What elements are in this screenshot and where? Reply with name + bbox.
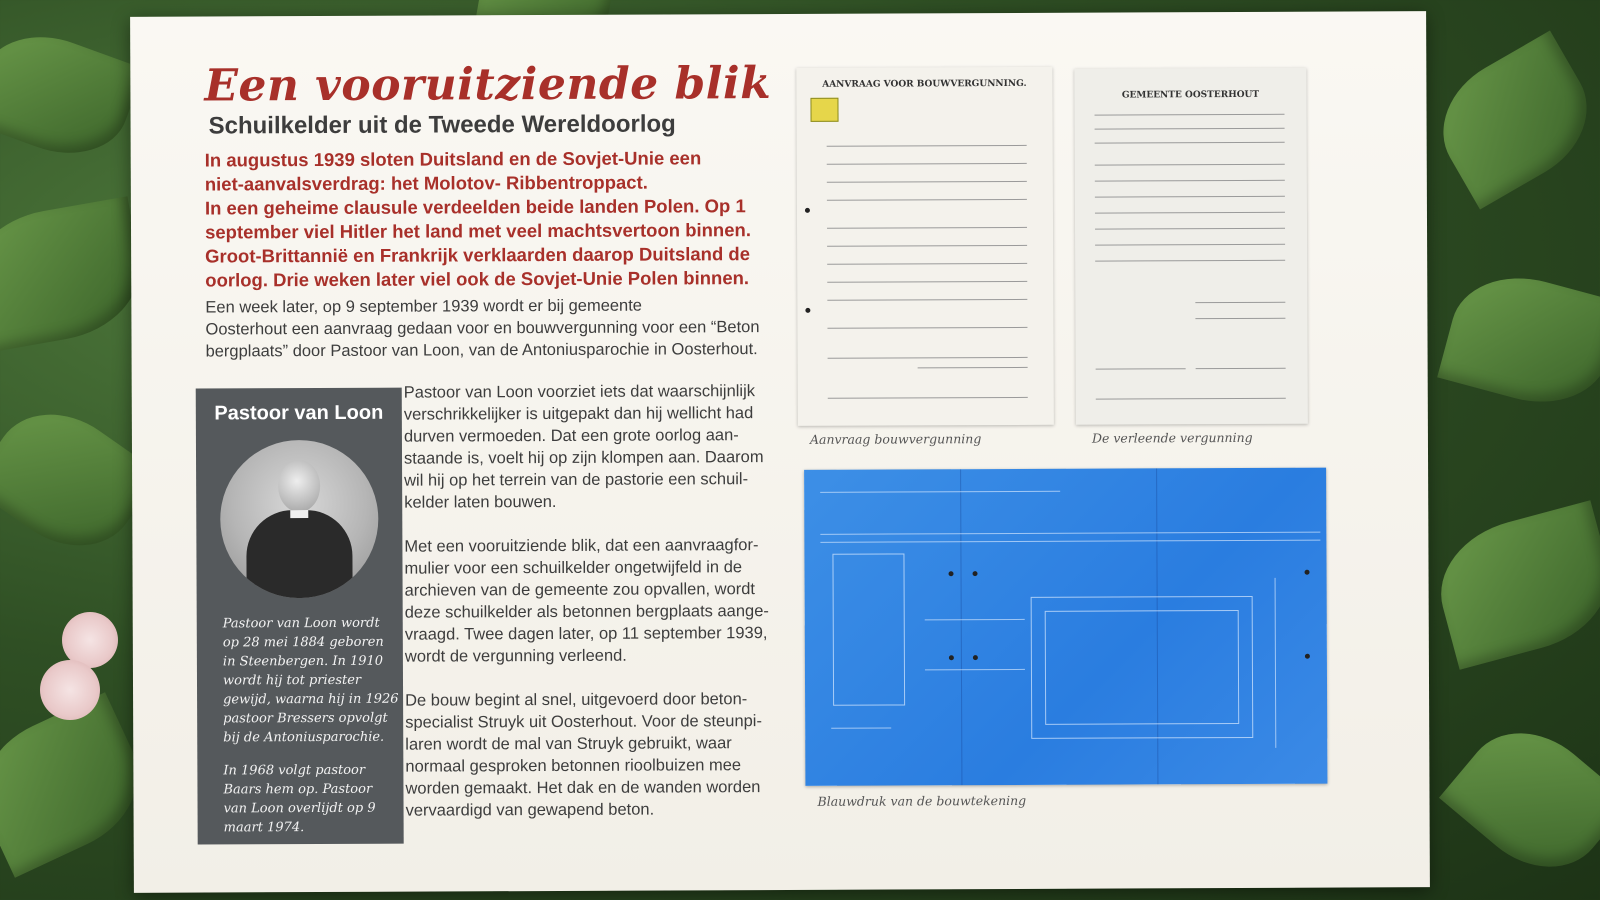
body-text [404,380,786,844]
leaf-decoration [1426,500,1600,670]
leaf-decoration [1439,706,1600,894]
body-paragraph: De bouw begint al snel, uitgevoerd door beton-specialist Struyk uit Oosterhout. Voor de steunpi-laren wordt de mal van Struyk gebruikt, waar normaal gesproken betonnen rioolbuizen mee worden gemaakt. Het dak en de wanden worden vervaardigd van gewapend beton. [405,690,762,820]
profile-name: Pastoor van Loon [214,401,384,425]
caption-application: Aanvraag bouwvergunning [809,431,982,447]
board-title: Een vooruitziende blik [204,58,772,112]
caption-permit: De verleende vergunning [1091,429,1253,446]
intro-line: Een week later, op 9 september 1939 wordt er bij gemeente [205,296,643,317]
hydrangea-flower [40,660,100,720]
lead-line: In augustus 1939 sloten Duitsland en de Sovjet-Unie een [204,147,702,171]
lead-line: niet-aanvalsverdrag: het Molotov- Ribbentroppact. [204,171,648,195]
information-board [130,11,1430,893]
document-heading: GEMEENTE OOSTERHOUT [1121,89,1260,101]
leaf-decoration [0,196,150,354]
intro-line: Oosterhout een aanvraag gedaan voor en bouwvergunning voor een “Beton [205,318,760,339]
lead-line: Groot-Brittannië en Frankrijk verklaarden daarop Duitsland de [205,243,751,267]
tax-stamp [810,98,838,122]
body-paragraph: Met een vooruitziende blik, dat een aanvraagfor-mulier voor een schuilkelder ongetwijfeld in de archieven van de gemeente zou opvallen, wordt deze schuilkelder als betonnen bergplaats aange-vraagd. Twee dagen later, op 11 september 1939, wordt de vergunning verleend. [404,536,769,666]
application-document [796,67,1054,426]
leaf-decoration [1420,31,1600,210]
document-heading: AANVRAAG VOOR BOUWVERGUNNING. [822,78,1027,90]
lead-line: september viel Hitler het land met veel machtsvertoon binnen. [204,219,751,243]
profile-bio-paragraph: In 1968 volgt pastoor Baars hem op. Pastoor van Loon overlijdt op 9 maart 1974. [223,762,376,836]
portrait-photo [220,440,379,599]
permit-document [1074,68,1308,425]
profile-card [196,388,404,845]
profile-bio [223,614,400,852]
board-subtitle: Schuilkelder uit de Tweede Wereldoorlog [208,110,676,140]
caption-blueprint: Blauwdruk van de bouwtekening [817,792,1027,809]
intro-paragraph [205,294,785,363]
leaf-decoration [1437,261,1600,418]
lead-line: oorlog. Drie weken later viel ook de Sovjet-Unie Polen binnen. [205,267,750,291]
lead-paragraph [205,146,776,292]
intro-line: bergplaats” door Pastoor van Loon, van de Antoniusparochie in Oosterhout. [205,340,758,361]
blueprint-drawing [804,468,1327,786]
profile-bio-paragraph: Pastoor van Loon wordt op 28 mei 1884 geboren in Steenbergen. In 1910 wordt hij tot priester gewijd, waarna hij in 1926 pastoor Bressers opvolgt bij de Antoniusparochie. [222,615,399,746]
lead-line: In een geheime clausule verdeelden beide landen Polen. Op 1 [204,195,746,219]
body-paragraph: Pastoor van Loon voorziet iets dat waarschijnlijk verschrikkelijker is uitgepakt dan hij wellicht had durven vermoeden. Dat een grote oorlog aan-staande is, voelt hij op zijn klompen aan. Daarom wil hij op het terrein van de pastorie een schuil-kelder laten bouwen. [403,382,764,512]
leaf-decoration [0,18,144,173]
